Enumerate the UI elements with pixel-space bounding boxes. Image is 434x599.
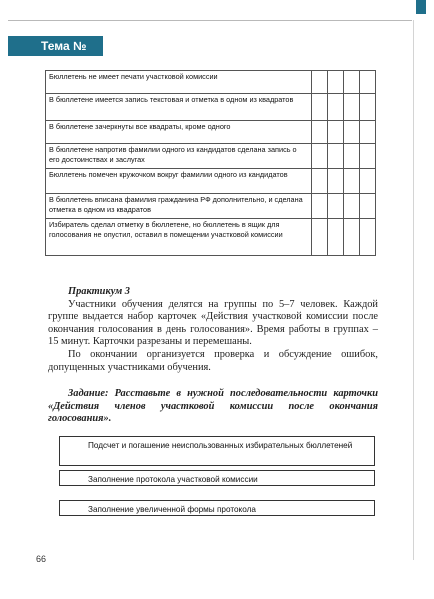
table-row xyxy=(46,169,376,194)
mark-cell xyxy=(312,194,328,219)
margin-rule xyxy=(413,20,414,560)
table-cell: Бюллетень помечен кружочком вокруг фамилии одного из кандидатов xyxy=(46,169,312,194)
mark-cell xyxy=(328,144,344,169)
mark-cell xyxy=(344,144,360,169)
mark-cell xyxy=(360,194,376,219)
mark-cell xyxy=(344,94,360,121)
practicum-paragraph: Участники обучения делятся на группы по 5–7 человек. Каждой группе выдается набор карточек «Действия участковой комиссии после окончания голосования в день голосования». Время работы в группах – 15 минут. Карточки разрезаны и перемешаны. xyxy=(48,298,378,348)
card-text: Заполнение увеличенной формы протокола xyxy=(88,505,256,514)
table-cell: Бюллетень не имеет печати участковой комиссии xyxy=(46,71,312,94)
mark-cell xyxy=(344,121,360,144)
mark-cell xyxy=(328,219,344,256)
mark-cell xyxy=(312,144,328,169)
table-row xyxy=(46,71,376,94)
mark-cell xyxy=(328,71,344,94)
practicum-heading: Практикум 3 xyxy=(68,286,130,297)
mark-cell xyxy=(360,144,376,169)
task-text: Задание: Расставьте в нужной последовательности карточки «Действия членов участковой комиссии после окончания голосования». xyxy=(48,388,378,425)
mark-cell xyxy=(328,121,344,144)
mark-cell xyxy=(344,194,360,219)
table-cell: В бюллетень вписана фамилия гражданина РФ дополнительно, и сделана отметка в одном из квадратов xyxy=(46,194,312,219)
mark-cell xyxy=(360,121,376,144)
mark-cell xyxy=(312,121,328,144)
table-row xyxy=(46,121,376,144)
table-row xyxy=(46,219,376,256)
table-cell: В бюллетене зачеркнуты все квадраты, кроме одного xyxy=(46,121,312,144)
mark-cell xyxy=(360,219,376,256)
mark-cell xyxy=(312,169,328,194)
mark-cell xyxy=(360,94,376,121)
table-cell: В бюллетене напротив фамилии одного из кандидатов сделана запись о его достоинствах и заслугах xyxy=(46,144,312,169)
table-row xyxy=(46,144,376,169)
card-text: Подсчет и погашение неиспользованных избирательных бюллетеней xyxy=(88,441,353,450)
mark-cell xyxy=(328,94,344,121)
header-rule xyxy=(8,20,412,21)
card-text: Заполнение протокола участковой комиссии xyxy=(88,475,258,484)
practicum-paragraph: По окончании организуется проверка и обсуждение ошибок, допущенных участниками обучения. xyxy=(48,348,378,373)
mark-cell xyxy=(328,194,344,219)
mark-cell xyxy=(312,71,328,94)
action-card xyxy=(59,436,375,466)
mark-cell xyxy=(360,71,376,94)
corner-tab xyxy=(416,0,426,14)
topic-label: Тема № 6.8 xyxy=(8,36,103,56)
table-cell: В бюллетене имеется запись текстовая и отметка в одном из квадратов xyxy=(46,94,312,121)
mark-cell xyxy=(344,169,360,194)
page-number: 66 xyxy=(36,554,47,564)
mark-cell xyxy=(312,219,328,256)
ballot-table xyxy=(45,70,376,256)
mark-cell xyxy=(328,169,344,194)
mark-cell xyxy=(312,94,328,121)
mark-cell xyxy=(344,219,360,256)
mark-cell xyxy=(360,169,376,194)
practicum-section xyxy=(48,286,378,426)
action-card xyxy=(59,500,375,516)
table-cell: Избиратель сделал отметку в бюллетене, но бюллетень в ящик для голосования не опустил, оставил в помещении участковой комиссии xyxy=(46,219,312,256)
table-row xyxy=(46,194,376,219)
table-row xyxy=(46,94,376,121)
action-card xyxy=(59,470,375,486)
mark-cell xyxy=(344,71,360,94)
